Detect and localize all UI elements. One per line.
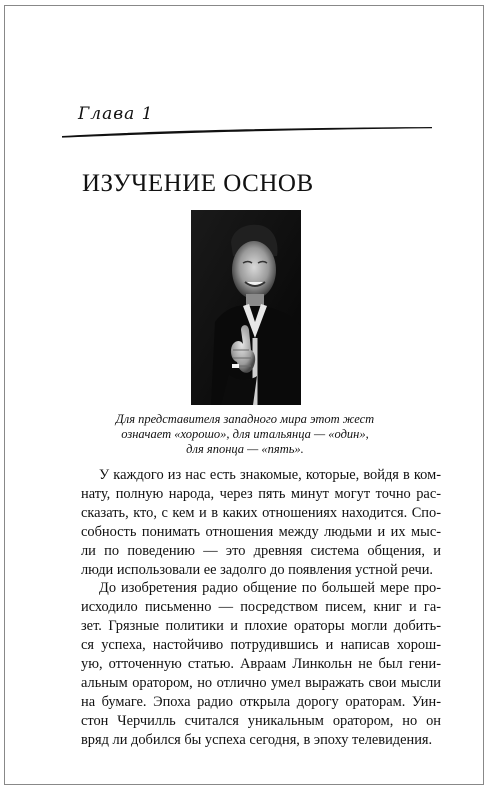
text-line: ли по поведению — это древняя система общения, и: [81, 542, 441, 559]
text-line: собность понимать отношения между людьми и их мыс-: [81, 523, 441, 540]
text-line: До изобретения радио общение по большей мере про-: [99, 580, 441, 597]
body-text: [81, 466, 441, 750]
caption-line: означает «хорошо», для итальянца — «один»,: [121, 427, 369, 441]
caption-line: Для представителя западного мира этот жест: [115, 412, 375, 426]
photo-thumbs-up: [191, 210, 301, 405]
text-line: У каждого из нас есть знакомые, которые, войдя в ком-: [99, 467, 441, 483]
text-line: вряд ли добился бы успеха сегодня, в эпоху телевидения.: [81, 731, 433, 748]
text-line: люди использовали ее задолго до появления устной речи.: [81, 561, 434, 578]
text-line: исходило письменно — посредством писем, книг и га-: [81, 599, 441, 616]
text-line: сказать, кто, с кем и в каких отношениях находится. Спо-: [81, 504, 441, 521]
text-line: ую, отточенную статью. Авраам Линкольн не был гени-: [81, 656, 441, 673]
figure-caption: [100, 412, 390, 457]
text-line: альным оратором, но отлично умел выражать свои мысли: [81, 674, 441, 691]
chapter-rule: [62, 124, 432, 142]
text-line: стон Черчилль считался уникальным оратором, но он: [81, 712, 441, 729]
text-line: нату, полную народа, через пять минут могут точно рас-: [81, 485, 441, 502]
text-line: ся успеха, настойчиво потрудившись и написав хорош-: [81, 637, 441, 654]
text-line: зет. Грязные политики и плохие ораторы могли добить-: [81, 618, 441, 635]
text-line: на бумаге. Эпоха радио открыла дорогу ораторам. Уин-: [81, 693, 441, 710]
caption-line: для японца — «пять».: [186, 442, 304, 456]
chapter-title: ИЗУЧЕНИЕ ОСНОВ: [82, 170, 314, 197]
chapter-label: Глава 1: [78, 104, 154, 124]
